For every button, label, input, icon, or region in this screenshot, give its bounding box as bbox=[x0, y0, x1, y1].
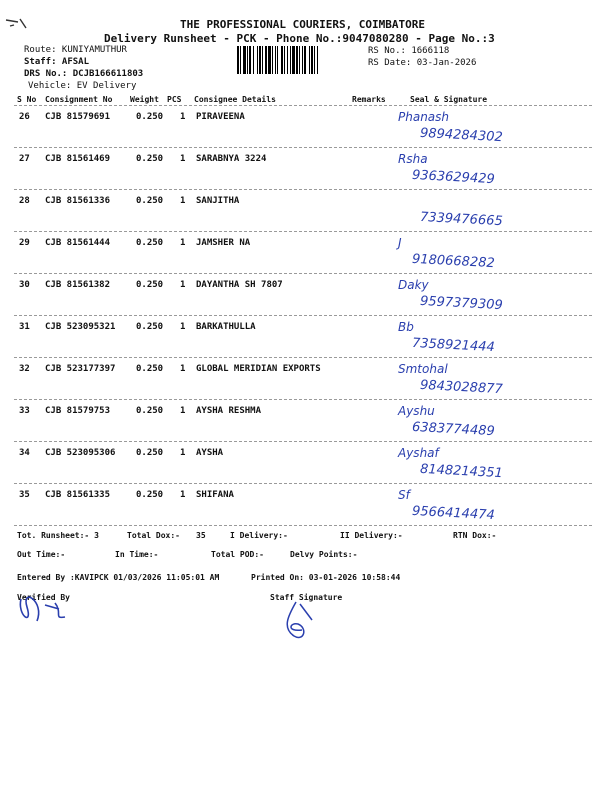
row-pcs: 1 bbox=[180, 364, 186, 374]
row-signature-phone: 9894284302 bbox=[419, 125, 504, 146]
barcode-bar bbox=[275, 46, 276, 74]
row-pcs: 1 bbox=[180, 448, 186, 458]
row-sno: 30 bbox=[19, 280, 30, 290]
table-row bbox=[0, 106, 600, 148]
row-pcs: 1 bbox=[180, 196, 186, 206]
row-weight: 0.250 bbox=[136, 406, 164, 416]
table-row bbox=[0, 358, 600, 400]
row-sno: 32 bbox=[19, 364, 30, 374]
col-sno: S No bbox=[17, 95, 37, 104]
barcode-bar bbox=[299, 46, 300, 74]
company-name: THE PROFESSIONAL COURIERS, COIMBATORE bbox=[180, 18, 426, 31]
row-consignee: AYSHA RESHMA bbox=[196, 406, 262, 416]
row-signature-phone: 8148214351 bbox=[419, 461, 504, 482]
barcode-bar bbox=[317, 46, 318, 74]
total-pod: Total POD:- bbox=[211, 550, 264, 559]
route: Route: KUNIYAMUTHUR bbox=[24, 45, 127, 55]
barcode-bar bbox=[249, 46, 251, 74]
staff-signature: Staff Signature bbox=[270, 593, 343, 602]
i-delivery: I Delivery:- bbox=[230, 531, 288, 540]
vehicle: Vehicle: EV Delivery bbox=[28, 81, 137, 91]
table-row bbox=[0, 190, 600, 232]
in-time: In Time:- bbox=[115, 550, 159, 559]
barcode-image bbox=[237, 46, 363, 74]
row-consignment: CJB 523095321 bbox=[45, 322, 116, 332]
row-consignee: SARABNYA 3224 bbox=[196, 154, 267, 164]
row-pcs: 1 bbox=[180, 238, 186, 248]
row-weight: 0.250 bbox=[136, 490, 164, 500]
row-signature-name: Rsha bbox=[398, 152, 428, 166]
row-consignee: PIRAVEENA bbox=[196, 112, 245, 122]
tot-runsheet: Tot. Runsheet:- 3 bbox=[17, 531, 99, 540]
col-seal-signature: Seal & Signature bbox=[410, 95, 488, 104]
col-weight: Weight bbox=[130, 95, 159, 104]
barcode-bar bbox=[277, 46, 278, 74]
table-row bbox=[0, 232, 600, 274]
row-signature-name: Sf bbox=[398, 488, 410, 502]
row-consignment: CJB 81561469 bbox=[45, 154, 111, 164]
row-consignee: SHIFANA bbox=[196, 490, 234, 500]
col-remarks: Remarks bbox=[352, 95, 386, 104]
barcode-bar bbox=[259, 46, 261, 74]
table-row bbox=[0, 274, 600, 316]
row-signature-name: J bbox=[398, 236, 402, 250]
row-pcs: 1 bbox=[180, 280, 186, 290]
row-signature-phone: 9597379309 bbox=[419, 293, 504, 314]
row-weight: 0.250 bbox=[136, 154, 164, 164]
barcode-bar bbox=[311, 46, 313, 74]
corner-mark bbox=[4, 16, 34, 32]
row-signature-name: Bb bbox=[398, 320, 414, 334]
barcode-bar bbox=[272, 46, 273, 74]
col-consignment: Consignment No bbox=[45, 95, 113, 104]
row-consignment: CJB 81561444 bbox=[45, 238, 111, 248]
row-signature-name: Ayshu bbox=[398, 404, 435, 418]
verified-by: Verified By bbox=[17, 593, 70, 602]
table-row bbox=[0, 148, 600, 190]
barcode-bar bbox=[304, 46, 306, 74]
barcode-bar bbox=[292, 46, 295, 74]
barcode-bar bbox=[281, 46, 283, 74]
barcode-bar bbox=[262, 46, 263, 74]
ii-delivery: II Delivery:- bbox=[340, 531, 403, 540]
row-divider bbox=[14, 525, 592, 526]
row-consignee: SANJITHA bbox=[196, 196, 240, 206]
row-consignment: CJB 81579753 bbox=[45, 406, 111, 416]
table-row bbox=[0, 442, 600, 484]
staff: Staff: AFSAL bbox=[24, 57, 90, 67]
barcode-bar bbox=[302, 46, 303, 74]
barcode-bar bbox=[268, 46, 271, 74]
col-pcs: PCS bbox=[167, 95, 182, 104]
barcode-bar bbox=[287, 46, 288, 74]
row-signature-phone: 9566414474 bbox=[411, 503, 496, 524]
row-consignee: DAYANTHA SH 7807 bbox=[196, 280, 283, 290]
staff-signature-image bbox=[278, 598, 328, 640]
printed-on: Printed On: 03-01-2026 10:58:44 bbox=[251, 573, 401, 582]
barcode-bar bbox=[247, 46, 248, 74]
table-row bbox=[0, 316, 600, 358]
row-pcs: 1 bbox=[180, 322, 186, 332]
row-signature-name: Ayshaf bbox=[398, 446, 439, 460]
row-signature-phone: 7339476665 bbox=[419, 209, 504, 230]
row-consignment: CJB 81579691 bbox=[45, 112, 111, 122]
row-signature-phone: 9180668282 bbox=[411, 251, 496, 272]
row-sno: 31 bbox=[19, 322, 30, 332]
row-pcs: 1 bbox=[180, 490, 186, 500]
row-pcs: 1 bbox=[180, 406, 186, 416]
row-consignee: BARKATHULLA bbox=[196, 322, 256, 332]
barcode-bar bbox=[296, 46, 298, 74]
row-weight: 0.250 bbox=[136, 322, 164, 332]
row-consignment: CJB 523095306 bbox=[45, 448, 116, 458]
rs-date: RS Date: 03-Jan-2026 bbox=[368, 58, 477, 68]
row-consignment: CJB 81561335 bbox=[45, 490, 111, 500]
barcode-bar bbox=[253, 46, 254, 74]
barcode-bar bbox=[284, 46, 285, 74]
entered-by: Entered By :KAVIPCK 01/03/2026 11:05:01 AM bbox=[17, 573, 220, 582]
row-weight: 0.250 bbox=[136, 280, 164, 290]
verifier-signature-image bbox=[15, 593, 75, 633]
row-sno: 33 bbox=[19, 406, 30, 416]
rtn-dox: RTN Dox:- bbox=[453, 531, 497, 540]
col-consignee: Consignee Details bbox=[194, 95, 276, 104]
barcode-bar bbox=[265, 46, 267, 74]
row-signature-phone: 6383774489 bbox=[411, 419, 496, 440]
total-dox-label: Total Dox:- bbox=[127, 531, 180, 540]
table-row bbox=[0, 484, 600, 526]
row-consignee: GLOBAL MERIDIAN EXPORTS bbox=[196, 364, 321, 374]
row-pcs: 1 bbox=[180, 154, 186, 164]
barcode-bar bbox=[257, 46, 258, 74]
table-row bbox=[0, 400, 600, 442]
out-time: Out Time:- bbox=[17, 550, 66, 559]
row-consignee: JAMSHER NA bbox=[196, 238, 251, 248]
row-consignee: AYSHA bbox=[196, 448, 224, 458]
delvy-points: Delvy Points:- bbox=[290, 550, 358, 559]
row-weight: 0.250 bbox=[136, 364, 164, 374]
row-sno: 34 bbox=[19, 448, 30, 458]
rs-number: RS No.: 1666118 bbox=[368, 46, 450, 56]
barcode-bar bbox=[237, 46, 239, 74]
row-sno: 35 bbox=[19, 490, 30, 500]
row-weight: 0.250 bbox=[136, 112, 164, 122]
barcode-bar bbox=[240, 46, 241, 74]
barcode-bar bbox=[290, 46, 291, 74]
row-signature-phone: 7358921444 bbox=[411, 335, 496, 356]
row-sno: 27 bbox=[19, 154, 30, 164]
runsheet-title: Delivery Runsheet - PCK - Phone No.:9047080280 - Page No.:3 bbox=[104, 32, 495, 45]
row-signature-phone: 9363629429 bbox=[411, 167, 496, 188]
row-sno: 29 bbox=[19, 238, 30, 248]
row-consignment: CJB 81561336 bbox=[45, 196, 111, 206]
row-signature-name: Daky bbox=[398, 278, 429, 292]
row-sno: 28 bbox=[19, 196, 30, 206]
row-weight: 0.250 bbox=[136, 238, 164, 248]
total-dox-value: 35 bbox=[196, 531, 206, 540]
row-signature-name: Phanash bbox=[398, 110, 450, 124]
row-weight: 0.250 bbox=[136, 448, 164, 458]
row-signature-name: Smtohal bbox=[398, 362, 448, 376]
row-pcs: 1 bbox=[180, 112, 186, 122]
row-sno: 26 bbox=[19, 112, 30, 122]
row-consignment: CJB 81561382 bbox=[45, 280, 111, 290]
barcode-bar bbox=[314, 46, 315, 74]
row-weight: 0.250 bbox=[136, 196, 164, 206]
row-signature-phone: 9843028877 bbox=[419, 377, 504, 398]
row-consignment: CJB 523177397 bbox=[45, 364, 116, 374]
drs-number: DRS No.: DCJB166611803 bbox=[24, 69, 144, 79]
barcode-bar bbox=[243, 46, 246, 74]
barcode-bar bbox=[309, 46, 310, 74]
